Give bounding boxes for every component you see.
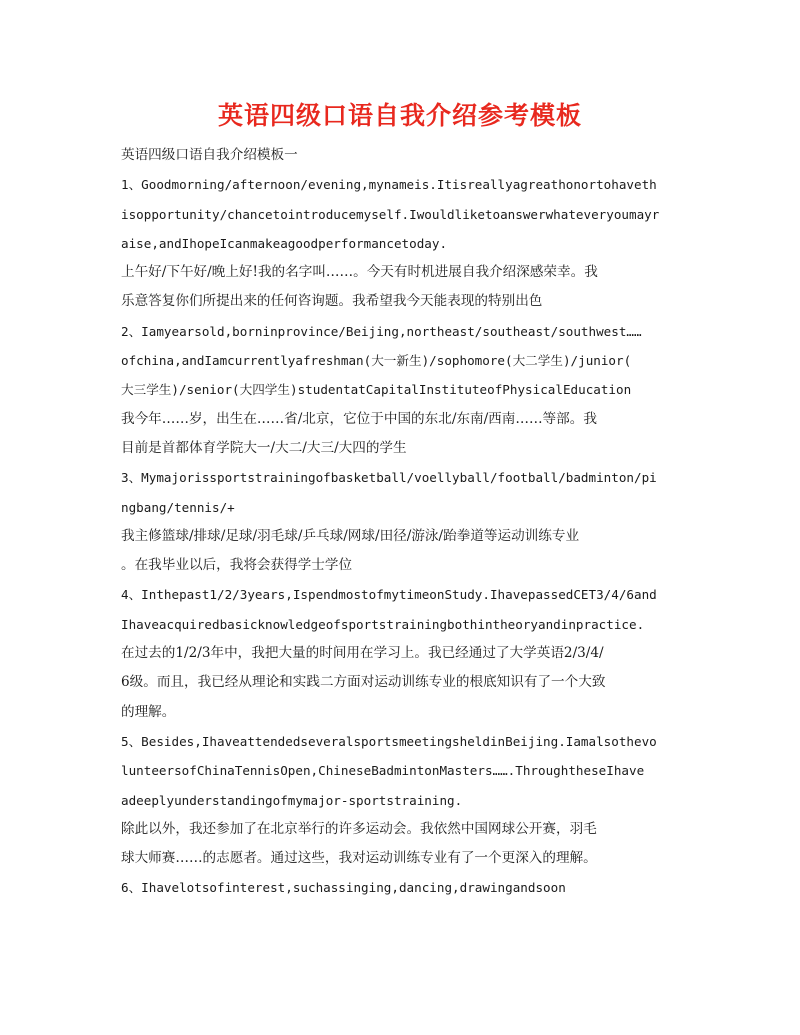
text-line: ofchina,andIamcurrentlyafreshman(大一新生)/sophomore(大二学生)/junior(	[121, 353, 632, 369]
text-line: 目前是首都体育学院大一/大二/大三/大四的学生	[121, 439, 407, 456]
text-line: aise,andIhopeIcanmakeagoodperformancetoday.	[121, 235, 448, 251]
text-line: 2、Iamyearsold,borninprovince/Beijing,northeast/southeast/southwest……	[121, 323, 642, 339]
text-line: 除此以外，我还参加了在北京举行的许多运动会。我依然中国网球公开赛，羽毛	[121, 820, 597, 837]
document-title: 英语四级口语自我介绍参考模板	[217, 101, 582, 130]
text-line: ngbang/tennis/+	[121, 499, 235, 515]
text-line: 大三学生)/senior(大四学生)studentatCapitalInstituteofPhysicalEducation	[121, 382, 632, 398]
text-line: isopportunity/chancetointroducemyself.Iwouldliketoanswerwhateveryoumayr	[121, 206, 660, 222]
text-line: 英语四级口语自我介绍模板一	[121, 147, 298, 163]
text-line: 。在我毕业以后，我将会获得学士学位	[121, 557, 353, 574]
text-line: Ihaveacquiredbasicknowledgeofsportstrainingbothintheoryandinpractice.	[121, 616, 645, 632]
text-line: 我主修篮球/排球/足球/羽毛球/乒乓球/网球/田径/游泳/跆拳道等运动训练专业	[121, 527, 580, 544]
text-line: 1、Goodmorning/afternoon/evening,mynameis.Itisreallyagreathonortohaveth	[121, 177, 657, 193]
text-line: 4、Inthepast1/2/3years,IspendmostofmytimeonStudy.IhavepassedCET3/4/6and	[121, 587, 657, 603]
text-line: 的理解。	[121, 703, 176, 720]
text-line: 6、Ihavelotsofinterest,suchassinging,dancing,drawingandsoon	[121, 880, 566, 896]
text-line: 6级。而且，我已经从理论和实践二方面对运动训练专业的根底知识有了一个大致	[121, 674, 606, 691]
text-line: lunteersofChinaTennisOpen,ChineseBadmintonMasters…….ThroughtheseIhave	[121, 763, 645, 779]
text-line: adeeplyunderstandingofmymajor-sportstraining.	[121, 792, 463, 808]
text-line: 我今年……岁，出生在……省/北京，它位于中国的东北/东南/西南……等部。我	[121, 410, 597, 427]
text-line: 上午好/下午好/晚上好!我的名字叫……。今天有时机进展自我介绍深感荣幸。我	[121, 264, 598, 281]
text-line: 5、Besides,IhaveattendedseveralsportsmeetingsheldinBeijing.Iamalsothevo	[121, 733, 657, 749]
text-line: 乐意答复你们所提出来的任何咨询题。我希望我今天能表现的特别出色	[121, 293, 543, 310]
text-line: 球大师赛……的志愿者。通过这些，我对运动训练专业有了一个更深入的理解。	[121, 850, 597, 867]
text-line: 3、Mymajorissportstrainingofbasketball/voellyball/football/badminton/pi	[121, 470, 657, 486]
document-body	[121, 141, 681, 903]
text-line: 在过去的1/2/3年中，我把大量的时间用在学习上。我已经通过了大学英语2/3/4/	[121, 645, 604, 662]
